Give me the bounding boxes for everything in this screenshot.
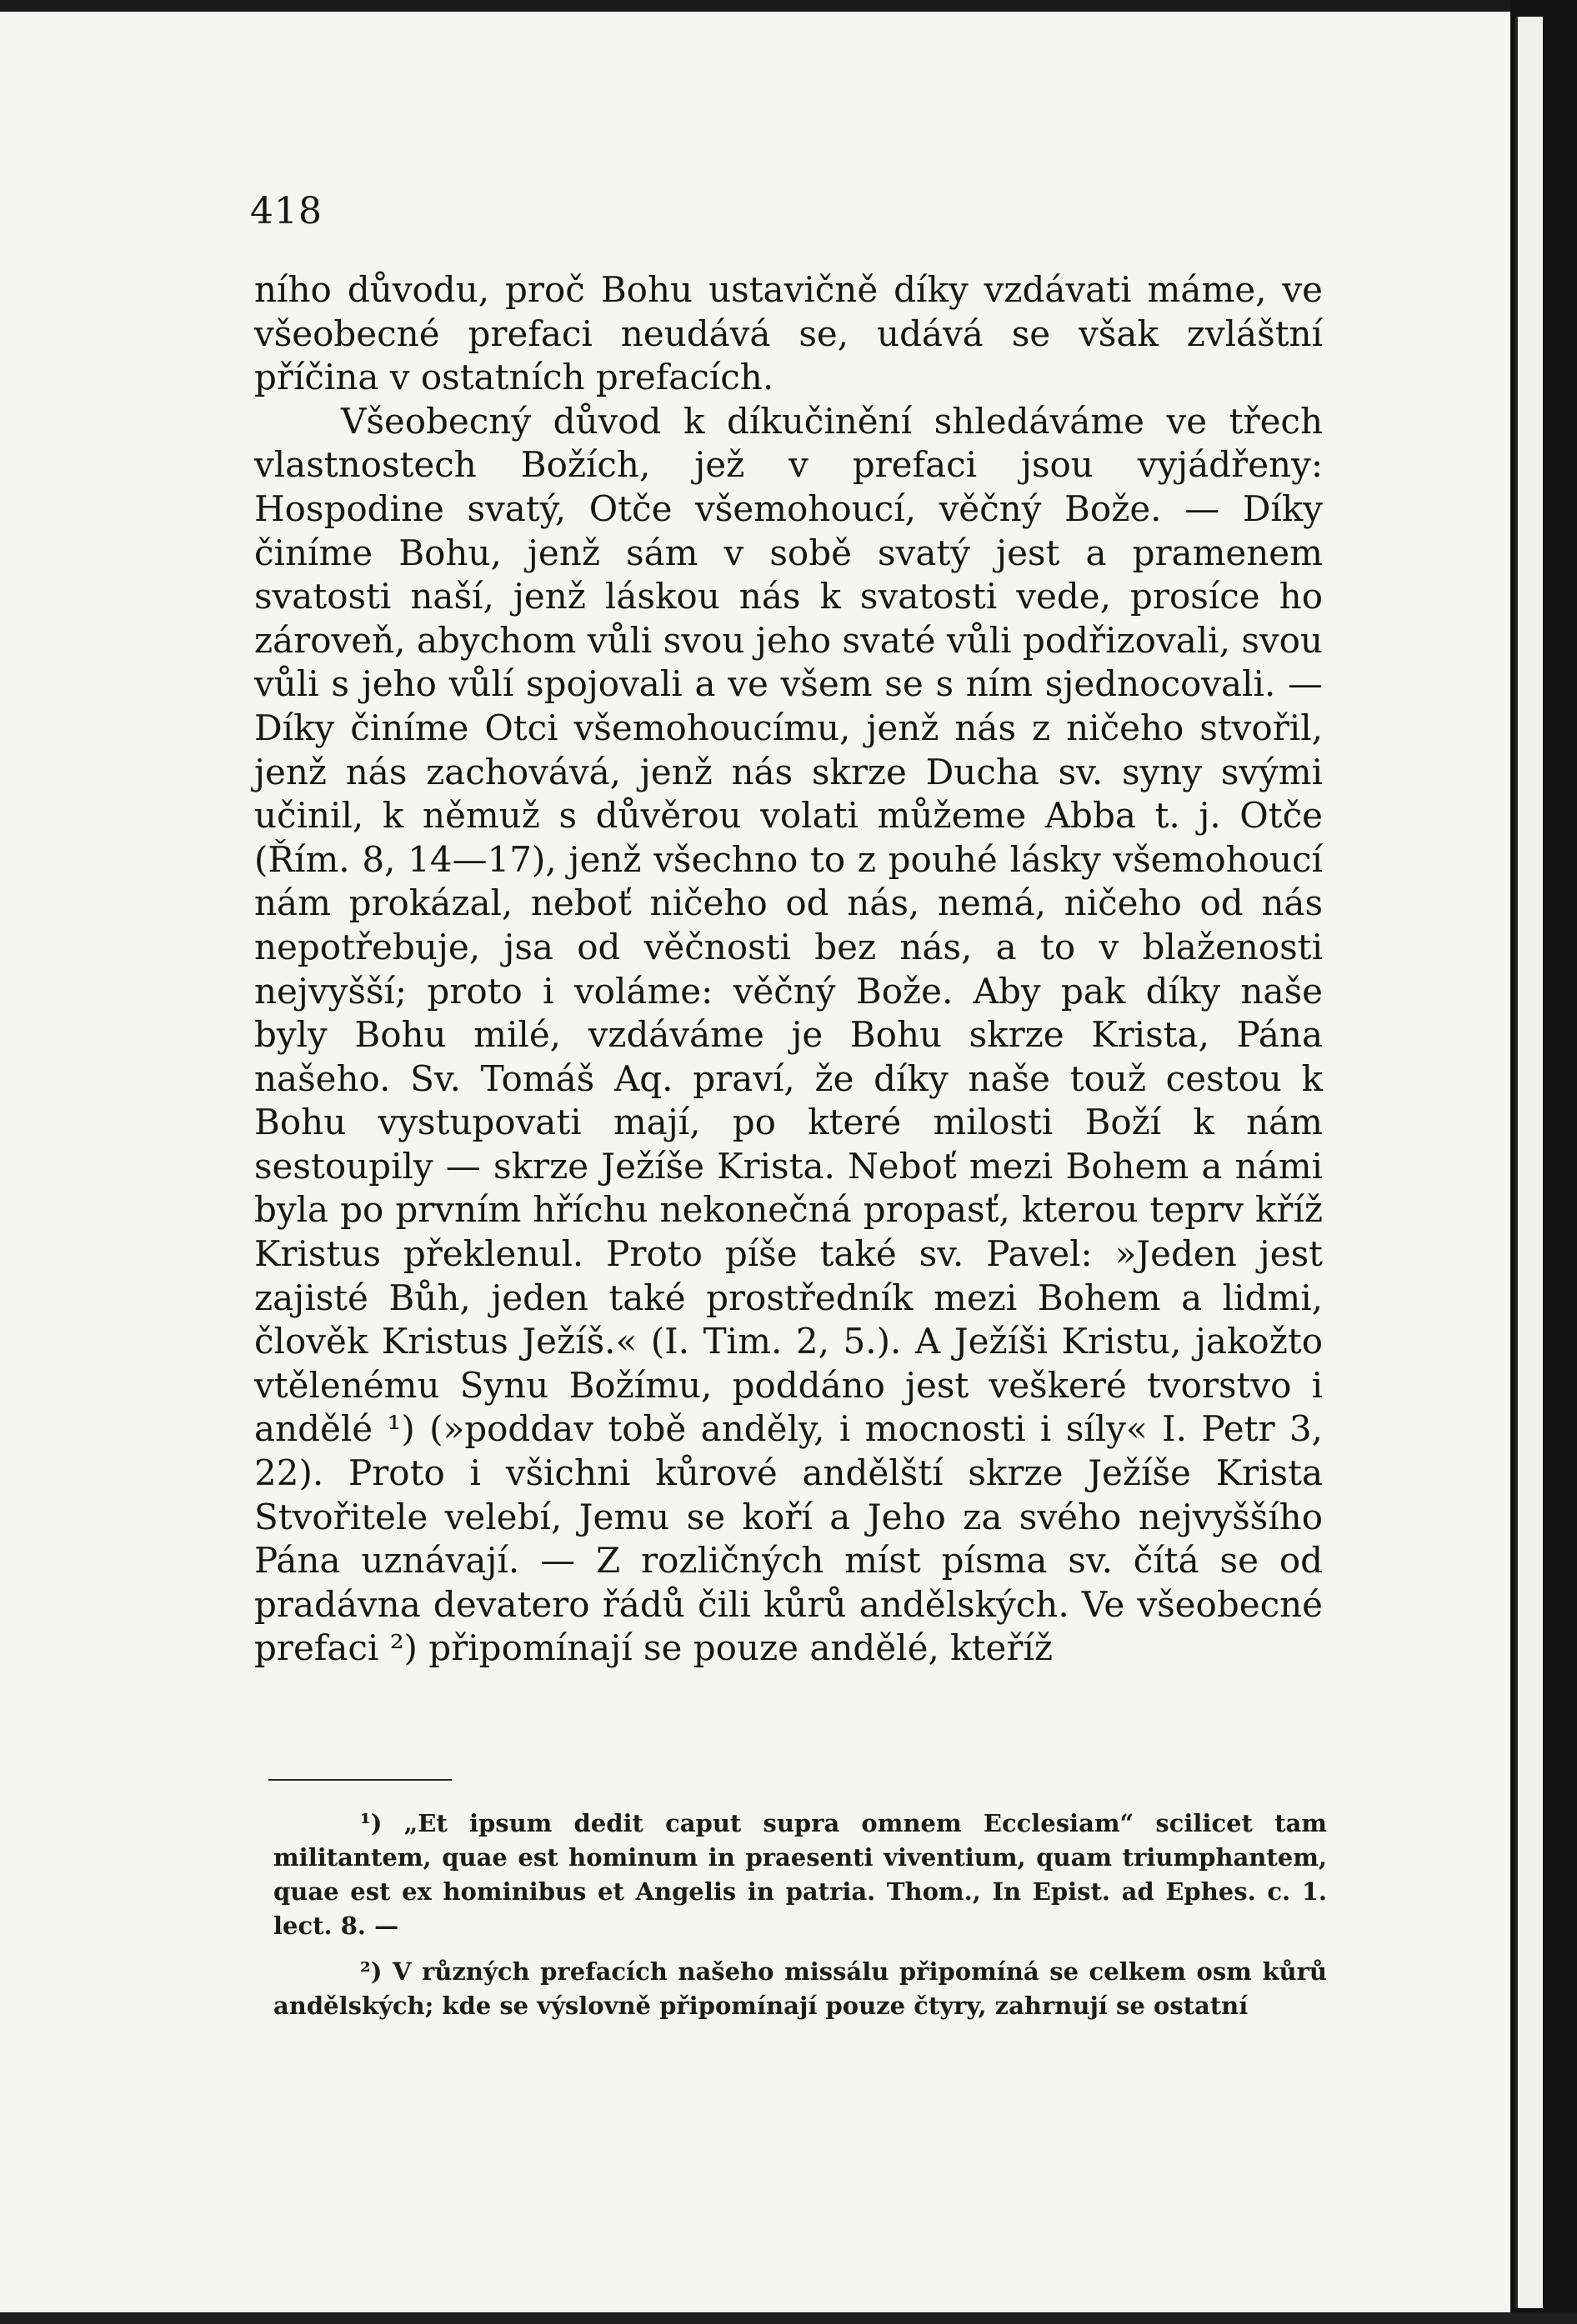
footnotes bbox=[273, 1807, 1327, 2023]
page-fore-edge bbox=[1515, 17, 1543, 2308]
scan-top-edge bbox=[0, 0, 1577, 12]
page-number: 418 bbox=[250, 190, 323, 232]
body-paragraph-2: Všeobecný důvod k díkučinění shledáváme ve třech vlastnostech Božích, jež v prefaci jsou vyjádřeny: Hospodine svatý, Otče všemohoucí, věčný Bože. — Díky činíme Bohu, jenž sám v sobě svatý jest a pramenem svatosti naší, jenž láskou nás k svatosti vede, prosíce ho zároveň, abychom vůli svou jeho svaté vůli podřizovali, svou vůli s jeho vůlí spojovali a ve všem se s ním sjednocovali. — Díky činíme Otci všemohoucímu, jenž nás z ničeho stvořil, jenž nás zachovává, jenž nás skrze Ducha sv. syny svými učinil, k němuž s důvěrou volati můžeme Abba t. j. Otče (Řím. 8, 14—17), jenž všechno to z pouhé lásky všemohoucí nám prokázal, neboť ničeho od nás, nemá, ničeho od nás nepotřebuje, jsa od věčnosti bez nás, a to v blaženosti nejvyšší; proto i voláme: věčný Bože. Aby pak díky naše byly Bohu milé, vzdáváme je Bohu skrze Krista, Pána našeho. Sv. Tomáš Aq. praví, že díky naše touž cestou k Bohu vystupovati mají, po které milosti Boží k nám sestoupily — skrze Ježíše Krista. Neboť mezi Bohem a námi byla po prvním hříchu nekonečná propasť, kterou teprv kříž Kristus překlenul. Proto píše také sv. Pavel: »Jeden jest zajisté Bůh, jeden také prostředník mezi Bohem a lidmi, člověk Kristus Ježíš.« (I. Tim. 2, 5.). A Ježíši Kristu, jakožto vtělenému Synu Božímu, poddáno jest veškeré tvorstvo i andělé ¹) (»poddav tobě anděly, i mocnosti i síly« I. Petr 3, 22). Proto i všichni kůrové andělští skrze Ježíše Krista Stvořitele velebí, Jemu se koří a Jeho za svého nejvyššího Pána uznávají. — Z rozličných míst písma sv. čítá se od pradávna devatero řádů čili kůrů andělských. Ve všeobecné prefaci ²) připomínají se pouze andělé, kteříž bbox=[254, 400, 1323, 1669]
scan-bottom-edge bbox=[0, 2312, 1577, 2324]
body-text bbox=[254, 268, 1323, 1671]
body-paragraph-1: ního důvodu, proč Bohu ustavičně díky vzdávati máme, ve všeobecné prefaci neudává se, udává se však zvláštní příčina v ostatních prefacích. bbox=[254, 269, 1323, 398]
footnote-2: ²) V různých prefacích našeho missálu připomíná se celkem osm kůrů andělských; kde se výslovně připomínají pouze čtyry, zahrnují se ostatní bbox=[273, 1957, 1327, 2020]
footnote-divider bbox=[268, 1779, 452, 1781]
footnote-1: ¹) „Et ipsum dedit caput supra omnem Ecclesiam“ scilicet tam militantem, quae est hominum in praesenti viventium, quam triumphantem, quae est ex hominibus et Angelis in patria. Thom., In Epist. ad Ephes. c. 1. lect. 8. — bbox=[273, 1809, 1327, 1940]
